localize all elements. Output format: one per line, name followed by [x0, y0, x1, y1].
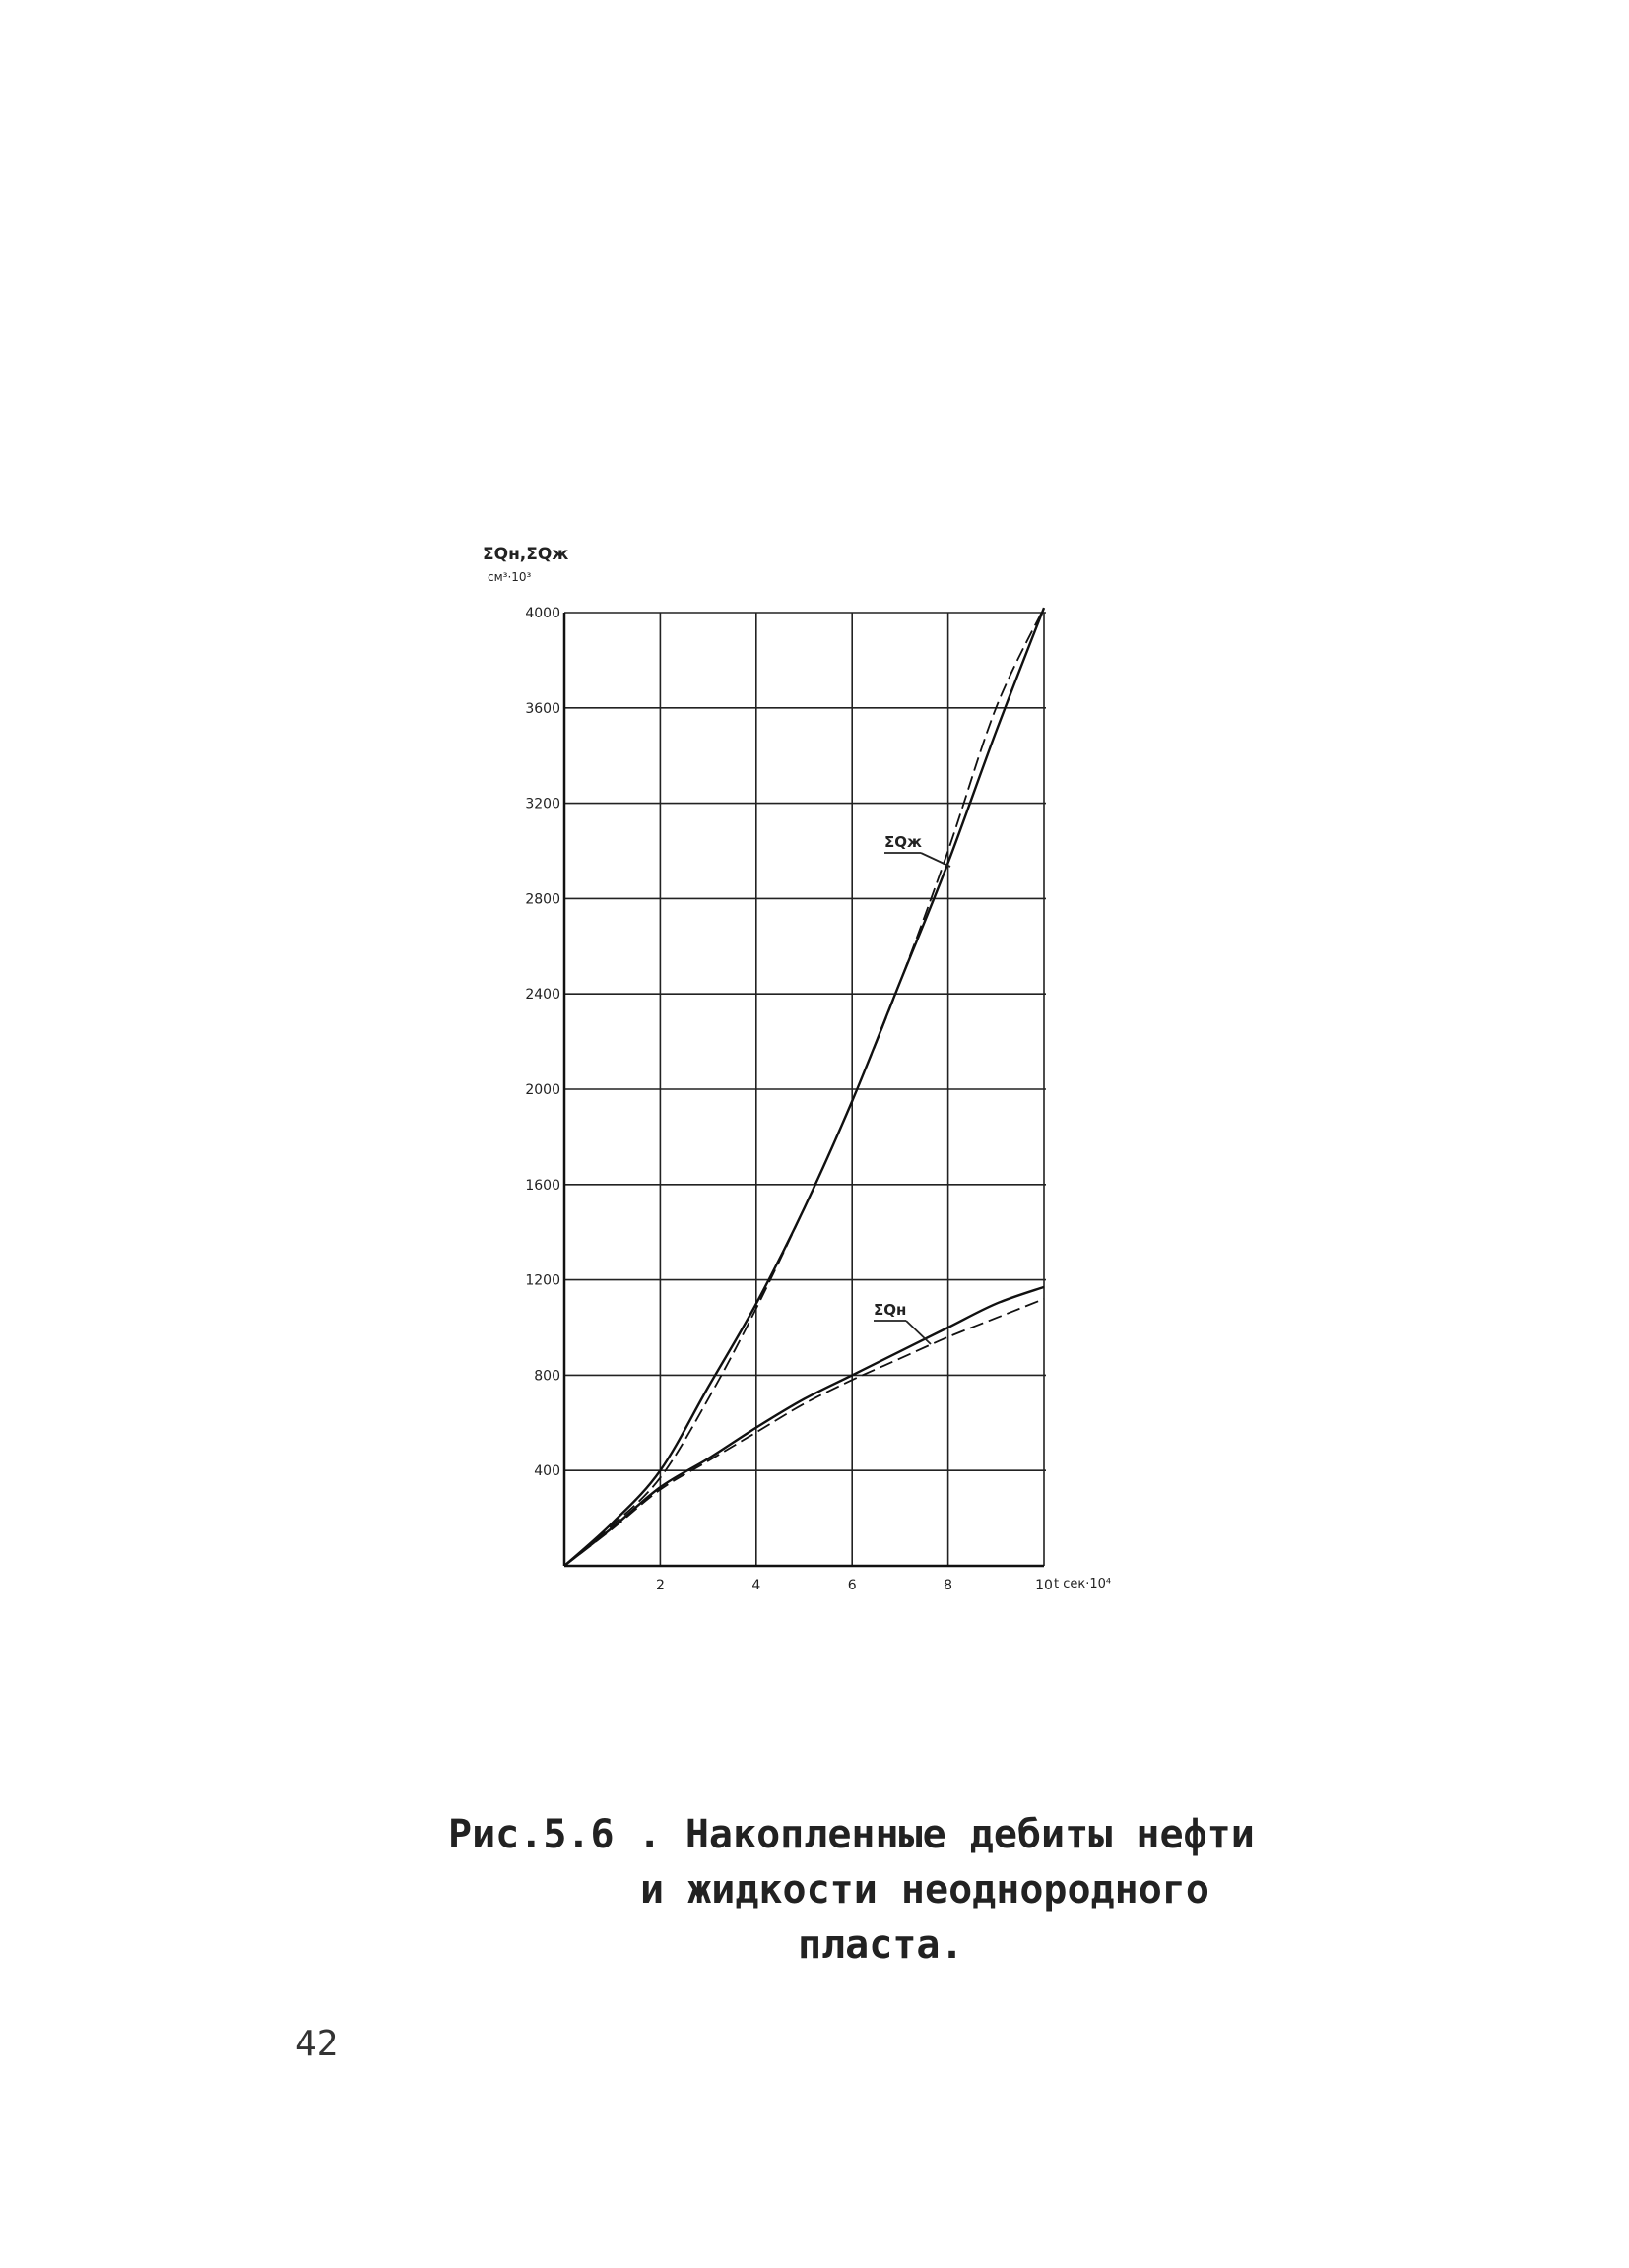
series-label-liquid: ΣQж: [884, 833, 922, 851]
x-tick-label: 2: [655, 1578, 665, 1593]
y-tick-label: 2400: [525, 987, 560, 1004]
y-tick-label: 1600: [525, 1177, 560, 1194]
x-tick-label: 6: [847, 1578, 857, 1593]
x-axis-label: t сек·10⁴: [1054, 1577, 1112, 1591]
caption-line-3: пласта.: [798, 1922, 964, 1968]
leader-pointer-oil: [906, 1321, 931, 1344]
series-line-1-dashed: [564, 608, 1044, 1566]
series-line-3-dashed: [564, 1299, 1044, 1566]
y-tick-labels: [525, 606, 560, 1479]
caption-line-2: и жидкости неоднородного: [640, 1867, 1209, 1912]
x-tick-labels: [656, 1578, 1053, 1593]
series-line-0-solid: [564, 608, 1044, 1566]
series-line-2-solid: [564, 1287, 1044, 1566]
y-tick-label: 800: [534, 1368, 560, 1385]
y-tick-label: 2800: [525, 891, 560, 908]
y-tick-label: 400: [534, 1463, 560, 1480]
figure-caption: [374, 1807, 1255, 1973]
x-tick-label: 10: [1035, 1578, 1053, 1593]
x-tick-label: 8: [944, 1578, 953, 1593]
page-number: 42: [295, 2024, 339, 2064]
y-tick-label: 4000: [525, 606, 560, 621]
y-axis-label: ΣQн,ΣQж: [483, 545, 569, 564]
label-liquid: [884, 833, 950, 867]
label-oil: [874, 1301, 931, 1344]
y-tick-label: 3600: [525, 700, 560, 717]
y-tick-label: 2000: [525, 1082, 560, 1098]
chart-grid: [564, 613, 1046, 1566]
y-tick-label: 1200: [525, 1272, 560, 1289]
y-tick-label: 3200: [525, 796, 560, 812]
x-tick-label: 4: [751, 1578, 761, 1593]
series-label-oil: ΣQн: [874, 1301, 907, 1319]
y-axis-unit: см³·10³: [488, 570, 532, 584]
caption-line-1: Рис.5.6 . Накопленные дебиты нефти: [448, 1812, 1255, 1857]
chart-series: [564, 608, 1044, 1566]
